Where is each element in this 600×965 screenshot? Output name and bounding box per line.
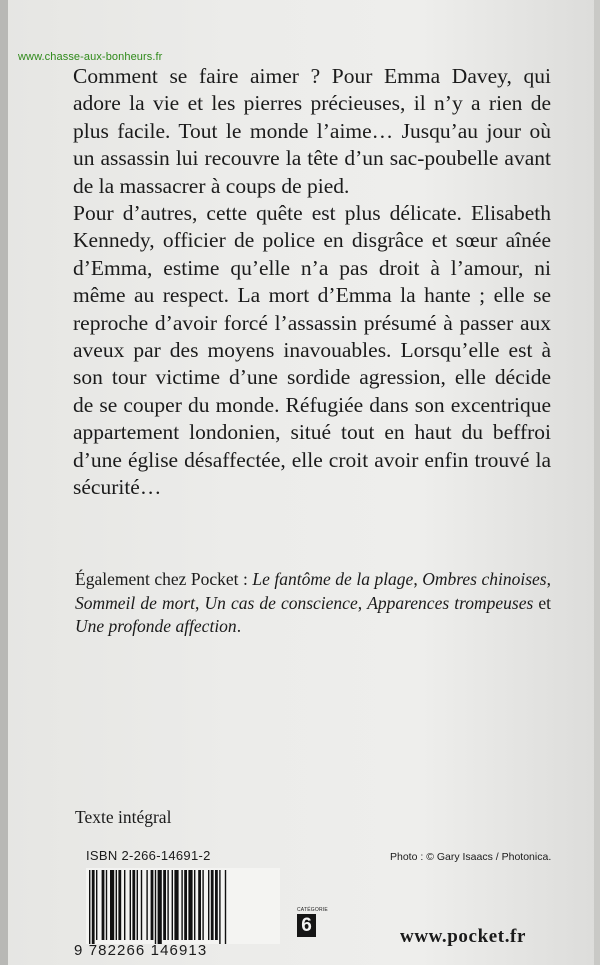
- blurb-paragraph-1: Comment se faire aimer ? Pour Emma Davey, qui adore la vie et les pierres précieuses, il n’y a rien de plus facile. Tout le monde l’aime… Jusqu’au jour où un assassin lui recouvre la tête d’un sac-poubelle avant de la massacrer à coups de pied.: [73, 64, 551, 198]
- texte-integral-label: Texte intégral: [75, 807, 172, 827]
- barcode-bar: [155, 870, 156, 944]
- barcode-bar: [106, 870, 107, 940]
- blurb: [73, 63, 551, 502]
- barcode-bar: [92, 870, 95, 944]
- barcode-bar: [211, 870, 214, 940]
- barcode-bar: [89, 870, 90, 944]
- barcode-bar: [124, 870, 125, 940]
- watermark-link[interactable]: www.chasse-aux-bonheurs.fr: [18, 51, 163, 63]
- barcode-bar: [208, 870, 209, 940]
- barcode-bar: [96, 870, 97, 940]
- category-badge: 6: [297, 914, 316, 937]
- also-title-1: Le fantôme de la plage: [252, 569, 414, 589]
- barcode-bar: [225, 870, 226, 944]
- also-end: .: [236, 616, 242, 636]
- isbn: ISBN 2-266-14691-2: [86, 848, 211, 863]
- barcode-bar: [184, 870, 187, 940]
- also-sep: ,: [195, 592, 205, 613]
- barcode-bar: [202, 870, 203, 940]
- barcode-bar: [158, 870, 162, 944]
- photo-credit: Photo : © Gary Isaacs / Photonica.: [390, 851, 552, 863]
- barcode-bar: [118, 870, 121, 940]
- barcode-digits: 9 782266 146913: [74, 942, 208, 959]
- also-sep: et: [533, 592, 552, 613]
- also-title-2: Ombres chinoises: [422, 569, 547, 589]
- also-title-6: Une profonde affection: [75, 616, 237, 636]
- also-intro: Également chez Pocket :: [75, 569, 253, 589]
- cover-left-edge: [0, 0, 8, 965]
- barcode-bar: [219, 870, 220, 944]
- publisher-website[interactable]: www.pocket.fr: [400, 926, 527, 947]
- barcode-bar: [110, 870, 114, 940]
- barcode-bar: [172, 870, 173, 940]
- also-available: [75, 568, 551, 639]
- barcode-bar: [174, 870, 178, 940]
- blurb-paragraph-2: Pour d’autres, cette quête est plus délicate. Elisabeth Kennedy, officier de police en disgrâce et sœur aînée d’Emma, estime qu’elle n’a pas droit à l’amour, ni même au respect. La mort d’Emma la hante ; elle se reproche d’avoir forcé l’assassin présumé à passer aux aveux par des moyens inavouables. Lorsqu’elle est à son tour victime d’une sordide agression, elle décide de se couper du monde. Réfugiée dans son excentrique appartement londonien, situé tout en haut du beffroi d’une église désaffectée, elle croit avoir enfin trouvé la sécurité…: [73, 201, 551, 500]
- also-title-4: Un cas de conscience: [204, 592, 358, 613]
- barcode-bar: [137, 870, 138, 940]
- also-sep: ,: [413, 569, 423, 589]
- barcode-bars: [86, 868, 280, 944]
- barcode-bar: [151, 870, 154, 940]
- barcode-bar: [188, 870, 192, 940]
- barcode-bar: [130, 870, 131, 940]
- also-sep: ,: [546, 569, 551, 589]
- barcode: [86, 868, 280, 944]
- barcode-bar: [194, 870, 195, 940]
- barcode-bar: [215, 870, 218, 940]
- also-title-5: Apparences trompeuses: [367, 592, 534, 613]
- barcode-bar: [141, 870, 142, 940]
- barcode-bar: [181, 870, 182, 940]
- barcode-bar: [167, 870, 168, 940]
- category-label: CATÉGORIE: [297, 907, 328, 913]
- barcode-bar: [102, 870, 105, 940]
- barcode-bar: [198, 870, 201, 940]
- barcode-bar: [132, 870, 135, 940]
- barcode-bar: [163, 870, 166, 940]
- barcode-bar: [116, 870, 117, 940]
- also-title-3: Sommeil de mort: [75, 592, 196, 613]
- also-sep: ,: [357, 592, 368, 613]
- barcode-bar: [146, 870, 147, 940]
- cover-right-edge: [594, 0, 600, 965]
